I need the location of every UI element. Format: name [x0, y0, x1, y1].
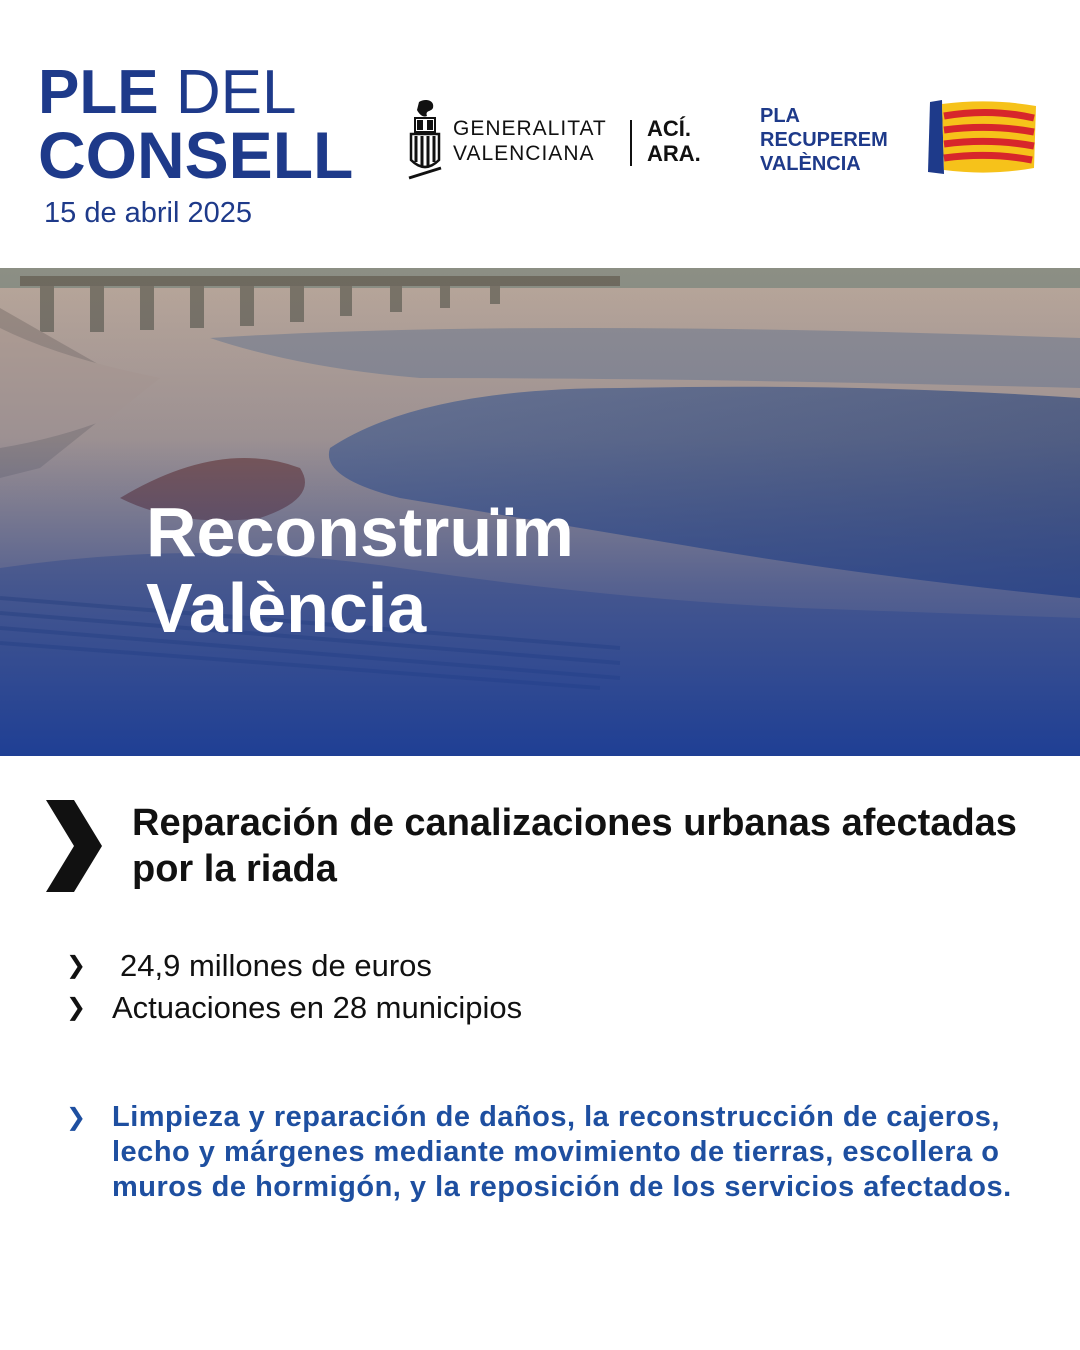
chevron-icon: ❯ [66, 952, 87, 979]
description-text: Limpieza y reparación de daños, la reconstrucción de cajeros, lecho y márgenes mediante movimiento de tierras, escollera o muros de hormigón, y la reposición de los servicios afectados. [112, 1101, 1012, 1203]
page-title [38, 58, 354, 192]
senyera-flag-icon [920, 98, 1040, 176]
section-heading: Reparación de canalizaciones urbanas afectadas por la riada [132, 802, 1017, 890]
large-chevron-icon [44, 800, 104, 892]
pla-recuperem-wordmark: PLA RECUPEREM VALÈNCIA [760, 105, 888, 175]
generalitat-logo [405, 98, 725, 188]
chevron-icon: ❯ [66, 994, 87, 1021]
coat-of-arms-icon [405, 98, 445, 186]
meeting-date: 15 de abril 2025 [44, 197, 252, 229]
logo-divider [630, 120, 632, 166]
ple-word: PLE [38, 58, 159, 127]
header [0, 0, 1080, 268]
chevron-icon: ❯ [66, 1104, 87, 1131]
hero-title: Reconstruïm València [146, 493, 574, 647]
consell-word: CONSELL [38, 118, 354, 192]
fact-budget: 24,9 millones de euros [120, 948, 432, 983]
aci-ara-wordmark: ACÍ. ARA. [647, 116, 701, 166]
del-word: DEL [175, 58, 297, 127]
fact-municipalities: Actuaciones en 28 municipios [112, 990, 523, 1025]
generalitat-wordmark: GENERALITAT VALENCIANA [453, 117, 607, 165]
hero-photo [0, 268, 1080, 756]
